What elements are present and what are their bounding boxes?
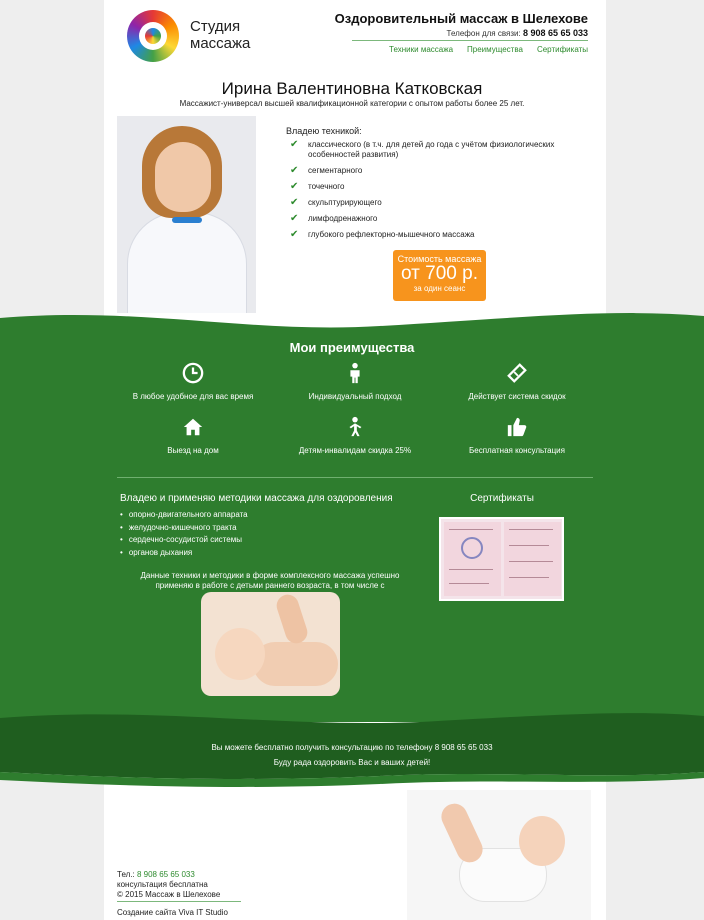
advantage-item: В любое удобное для вас время [103,362,283,401]
logo-line1: Студия [190,18,241,35]
list-item: • желудочно-кишечного тракта [120,522,248,535]
logo-text[interactable] [190,18,250,52]
skills-title: Владею техникой: [286,126,362,136]
list-item: ✔ глубокого рефлекторно-мышечного массажа [290,229,475,240]
footer-note: консультация бесплатна [117,880,208,889]
masseuse-photo [117,116,256,313]
list-item: ✔ сегментарного [290,165,363,176]
footer-phone-link[interactable]: 8 908 65 65 033 [136,870,195,879]
price-button[interactable] [393,250,486,301]
list-item: • органов дыхания [120,547,248,560]
nav-link-certificates[interactable]: Сертификаты [536,45,588,54]
price-value: от 700 р. [401,263,478,284]
certificate-thumbnail[interactable] [439,517,564,601]
top-nav [389,45,588,54]
consult-line1: Вы можете бесплатно получить консультацию по телефону 8 908 65 65 033 [211,743,493,752]
footer-divider [117,901,241,902]
advantage-item: Выезд на дом [103,416,283,455]
nav-link-advantages[interactable]: Преимущества [467,45,523,54]
list-item: ✔ скульптурирующего [290,197,382,208]
footer-credit-link[interactable]: Создание сайта Viva IT Studio [117,908,228,917]
page-subtitle: Массажист-универсал высшей квалификационной категории с опытом работы более 25 лет. [179,99,525,108]
check-icon: ✔ [290,229,299,240]
stamp-icon [461,537,483,559]
list-item: ✔ лимфодренажного [290,213,378,224]
methods-note: Данные техники и методики в форме комплексного массажа успешно применяю в работе с детьми раннего возраста, в том числе с [140,571,400,590]
price-note: за один сеанс [413,284,466,293]
logo-line2: массажа [190,35,251,52]
advantages-title: Мои преимущества [289,340,415,355]
phone-number: 8 908 65 65 033 [522,28,588,38]
site-title: Оздоровительный массаж в Шелехове [334,11,588,26]
advantage-item: Детям-инвалидам скидка 25% [265,416,445,455]
phone-label: Телефон для связи: [446,29,521,38]
footer-info [117,870,220,900]
logo-spiral [139,22,167,50]
list-item: ✔ точечного [290,181,345,192]
certificates-title: Сертификаты [470,493,534,504]
check-icon: ✔ [290,165,299,176]
footer-copyright: © 2015 Массаж в Шелехове [117,890,221,899]
logo-icon[interactable] [127,10,179,62]
person-icon [344,362,366,384]
check-icon: ✔ [290,197,299,208]
baby-massage-photo [201,592,340,696]
section-divider [117,477,593,478]
nav-link-techniques[interactable]: Техники массажа [389,45,454,54]
methods-title: Владею и применяю методики массажа для оздоровления [120,493,393,504]
thumbs-up-icon [506,416,528,438]
home-icon [182,416,204,438]
check-icon: ✔ [290,139,299,150]
list-item: • сердечно-сосудистой системы [120,534,248,547]
skills-list [290,140,590,246]
check-icon: ✔ [290,181,299,192]
advantage-item: Индивидуальный подход [265,362,445,401]
footer-phone: Тел.: 8 908 65 65 033 [117,870,195,879]
child-icon [344,416,366,438]
footer-baby-photo [407,790,591,920]
list-item: ✔ классического (в т.ч. для детей до года с учётом физиологических особенностей развития) [290,139,555,159]
consult-banner [0,740,704,770]
header-divider [352,40,588,41]
page-title: Ирина Валентиновна Катковская [221,79,483,98]
methods-list [120,509,248,559]
header-phone [447,28,588,38]
list-item: • опорно-двигательного аппарата [120,509,248,522]
ticket-icon [506,362,528,384]
clock-icon [182,362,204,384]
consult-line2: Буду рада оздоровить Вас и ваших детей! [273,758,431,767]
advantage-item: Бесплатная консультация [427,416,607,455]
advantage-item: Действует система скидок [427,362,607,401]
check-icon: ✔ [290,213,299,224]
price-label: Стоимость массажа [397,254,482,264]
